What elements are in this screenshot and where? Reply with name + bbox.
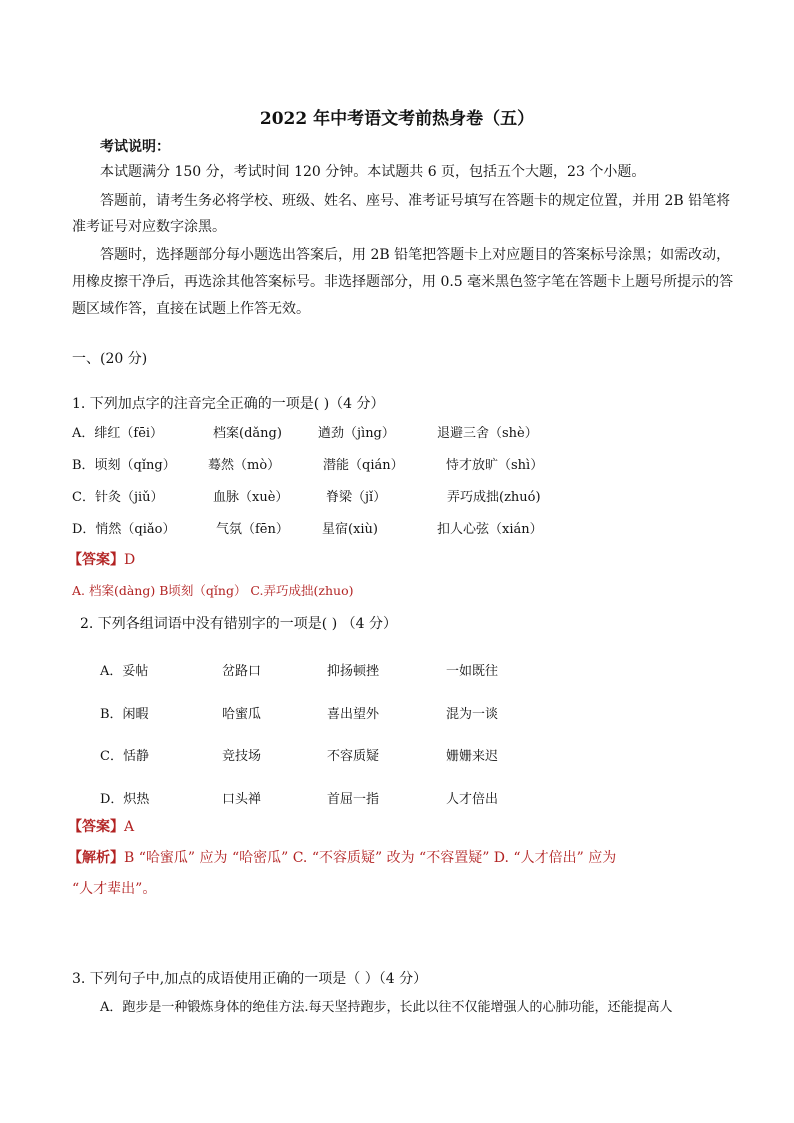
q1-b-1: B．顷刻（qǐng） <box>72 458 176 473</box>
q2-analysis-tag: 【解析】 <box>68 850 124 866</box>
q1-answer-value: D <box>124 552 136 568</box>
q1-answer-tag: 【答案】 <box>68 552 124 568</box>
q2-analysis-text-1: B “哈蜜瓜” 应为 “哈密瓜” C. “不容质疑” 改为 “不容置疑” D. “人才倍出” 应为 <box>124 850 617 866</box>
q1-c-4: 弄巧成拙(zhuó) <box>447 490 541 505</box>
q2-answer <box>68 816 134 836</box>
q2-answer-tag: 【答案】 <box>68 819 124 835</box>
q2-d-1: D．炽热 <box>100 792 150 807</box>
q1-a-4: 退避三舍（shè） <box>437 426 538 441</box>
q2-answer-value: A <box>124 819 135 835</box>
q1-a-1: A．绯红（fēi） <box>72 426 164 441</box>
q2-a-1: A．妥帖 <box>100 664 149 679</box>
instructions-line-1: 本试题满分 150 分，考试时间 120 分钟。本试题共 6 页，包括五个大题，23 个小题。 <box>100 164 646 180</box>
section-1-heading: 一、(20 分) <box>72 351 148 367</box>
q1-c-3: 脊梁（jǐ） <box>326 490 387 505</box>
q2-c-3: 不容质疑 <box>327 749 380 764</box>
instructions-line-4: 答题时，选择题部分每小题选出答案后，用 2B 铅笔把答题卡上对应题目的答案标号涂黑；如需改动， <box>100 247 731 263</box>
q1-b-2: 蓦然（mò） <box>208 458 281 473</box>
q1-answer <box>68 549 135 569</box>
q2-b-2: 哈蜜瓜 <box>222 707 262 722</box>
q1-d-2: 气氛（fēn） <box>216 522 289 537</box>
instructions-line-6: 题区域作答，直接在试题上作答无效。 <box>72 301 310 317</box>
q2-d-4: 人才倍出 <box>446 792 499 807</box>
q1-a-3: 遒劲（jìng） <box>318 426 395 441</box>
q2-d-3: 首屈一指 <box>327 792 380 807</box>
q2-b-3: 喜出望外 <box>327 707 380 722</box>
q2-c-2: 竞技场 <box>222 749 262 764</box>
q2-stem: 2. 下列各组词语中没有错别字的一项是( ) （4 分） <box>80 616 397 632</box>
q3-stem: 3. 下列句子中,加点的成语使用正确的一项是（ ）（4 分） <box>72 971 428 987</box>
q2-b-1: B．闲暇 <box>100 707 149 722</box>
instructions-line-2: 答题前，请考生务必将学校、班级、姓名、座号、准考证号填写在答题卡的规定位置，并用 2B 铅笔将 <box>100 193 731 209</box>
q2-b-4: 混为一谈 <box>446 707 499 722</box>
q1-d-4: 扣人心弦（xián） <box>437 522 543 537</box>
q2-c-4: 姗姗来迟 <box>446 749 499 764</box>
q2-c-1: C．恬静 <box>100 749 149 764</box>
q2-a-2: 岔路口 <box>222 664 262 679</box>
q1-c-2: 血脉（xuè） <box>213 490 289 505</box>
instructions-line-5: 用橡皮擦干净后，再选涂其他答案标号。非选择题部分，用 0.5 毫米黑色签字笔在答题卡上题号所提示的答 <box>72 274 734 290</box>
q1-a-2: 档案(dǎng) <box>213 426 282 441</box>
page-title: 2022 年中考语文考前热身卷（五） <box>259 109 535 129</box>
instructions-line-3: 准考证号对应数字涂黑。 <box>72 219 226 235</box>
q1-c-1: C．针灸（jiǔ） <box>72 490 164 505</box>
q1-d-1: D．悄然（qiǎo） <box>72 522 176 537</box>
q1-d-3: 星宿(xiù) <box>322 522 379 537</box>
instructions-heading: 考试说明： <box>100 139 170 155</box>
q2-d-2: 口头禅 <box>222 792 262 807</box>
q2-a-3: 抑扬顿挫 <box>327 664 380 679</box>
q2-a-4: 一如既往 <box>446 664 499 679</box>
q3-option-a: A．跑步是一种锻炼身体的绝佳方法.每天坚持跑步，长此以往不仅能增强人的心肺功能，还能提高人 <box>100 1000 673 1015</box>
q2-analysis <box>68 847 616 867</box>
q1-answer-note: A. 档案(dàng) B顷刻（qǐng） C.弄巧成拙(zhuo) <box>72 583 354 598</box>
q1-b-3: 潜能（qián） <box>323 458 404 473</box>
q1-b-4: 恃才放旷（shì） <box>446 458 544 473</box>
q1-stem: 1. 下列加点字的注音完全正确的一项是( )（4 分） <box>72 396 385 412</box>
q2-analysis-text-2: “人才辈出”。 <box>72 881 157 897</box>
